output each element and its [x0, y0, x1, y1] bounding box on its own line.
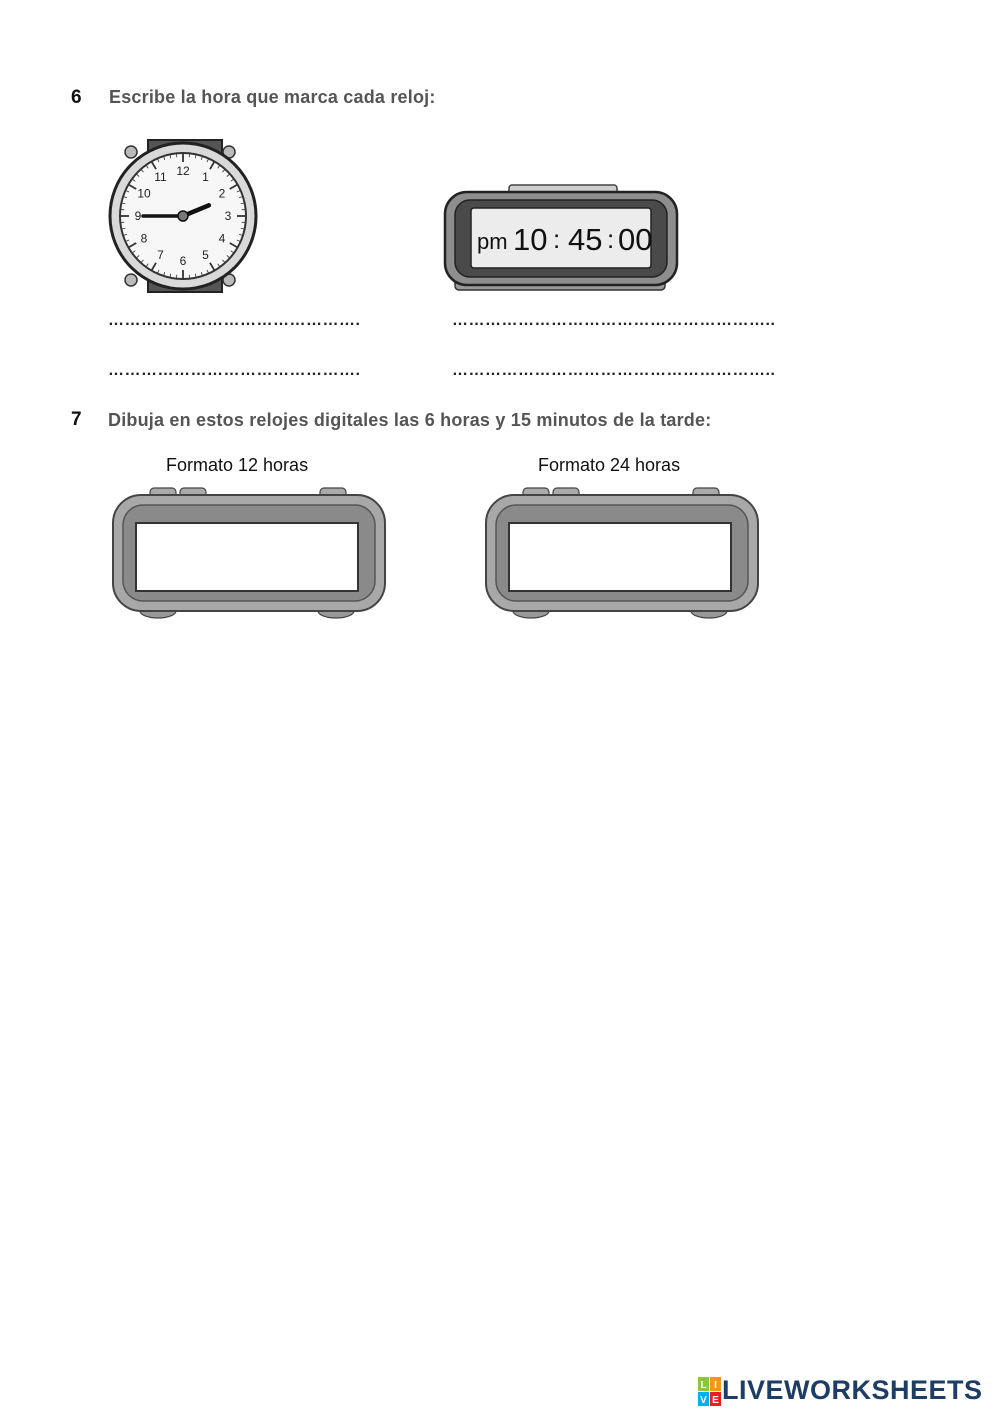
- digital-clock-image: [441, 183, 681, 293]
- liveworksheets-brand[interactable]: LIVEWORKSHEETS: [722, 1375, 983, 1405]
- watch-numeral: 11: [154, 170, 167, 185]
- digital-seconds: 00: [618, 222, 653, 257]
- clock-24h-display[interactable]: [509, 523, 731, 591]
- format-24-label: Formato 24 horas: [538, 455, 681, 475]
- svg-text::: :: [553, 224, 561, 254]
- digital-period: pm: [477, 229, 508, 254]
- watch-numeral: 6: [179, 254, 187, 268]
- watch-numeral: 2: [218, 186, 226, 201]
- clock-12h-display[interactable]: [136, 523, 358, 591]
- empty-digital-clock-12h: [110, 486, 390, 622]
- answer-line-left-2[interactable]: ……………………………………….: [108, 362, 361, 379]
- watch-numeral: 3: [224, 209, 232, 223]
- digital-minutes: 45: [568, 222, 603, 257]
- liveworksheets-logo-icon: [698, 1377, 722, 1407]
- answer-line-right-1[interactable]: …………………………………………………..: [452, 312, 776, 329]
- watch-numeral: 1: [202, 170, 209, 185]
- exercise-7-instruction: Dibuja en estos relojes digitales las 6 horas y 15 minutos de la tarde:: [108, 410, 712, 430]
- svg-text::: :: [607, 224, 615, 254]
- watch-numeral: 5: [202, 247, 209, 262]
- watch-numeral: 10: [137, 186, 151, 201]
- exercise-6-number: 6: [71, 87, 82, 108]
- analog-watch-image: [105, 138, 265, 294]
- answer-line-left-1[interactable]: ……………………………………….: [108, 312, 361, 329]
- svg-text:E: E: [712, 1395, 719, 1406]
- exercise-7-number: 7: [71, 409, 82, 430]
- watch-numeral: 4: [218, 231, 226, 246]
- watch-numeral: 7: [157, 247, 164, 262]
- format-12-label: Formato 12 horas: [166, 455, 309, 475]
- exercise-6-instruction: Escribe la hora que marca cada reloj:: [109, 87, 436, 107]
- empty-digital-clock-24h: [483, 486, 763, 622]
- digital-hours: 10: [513, 222, 548, 257]
- svg-text:I: I: [714, 1380, 717, 1391]
- watch-numeral: 12: [176, 164, 190, 178]
- watch-numeral: 9: [134, 209, 142, 223]
- answer-line-right-2[interactable]: …………………………………………………..: [452, 362, 776, 379]
- svg-text:L: L: [700, 1380, 707, 1391]
- watch-numeral: 8: [140, 231, 148, 246]
- svg-text:V: V: [700, 1395, 707, 1406]
